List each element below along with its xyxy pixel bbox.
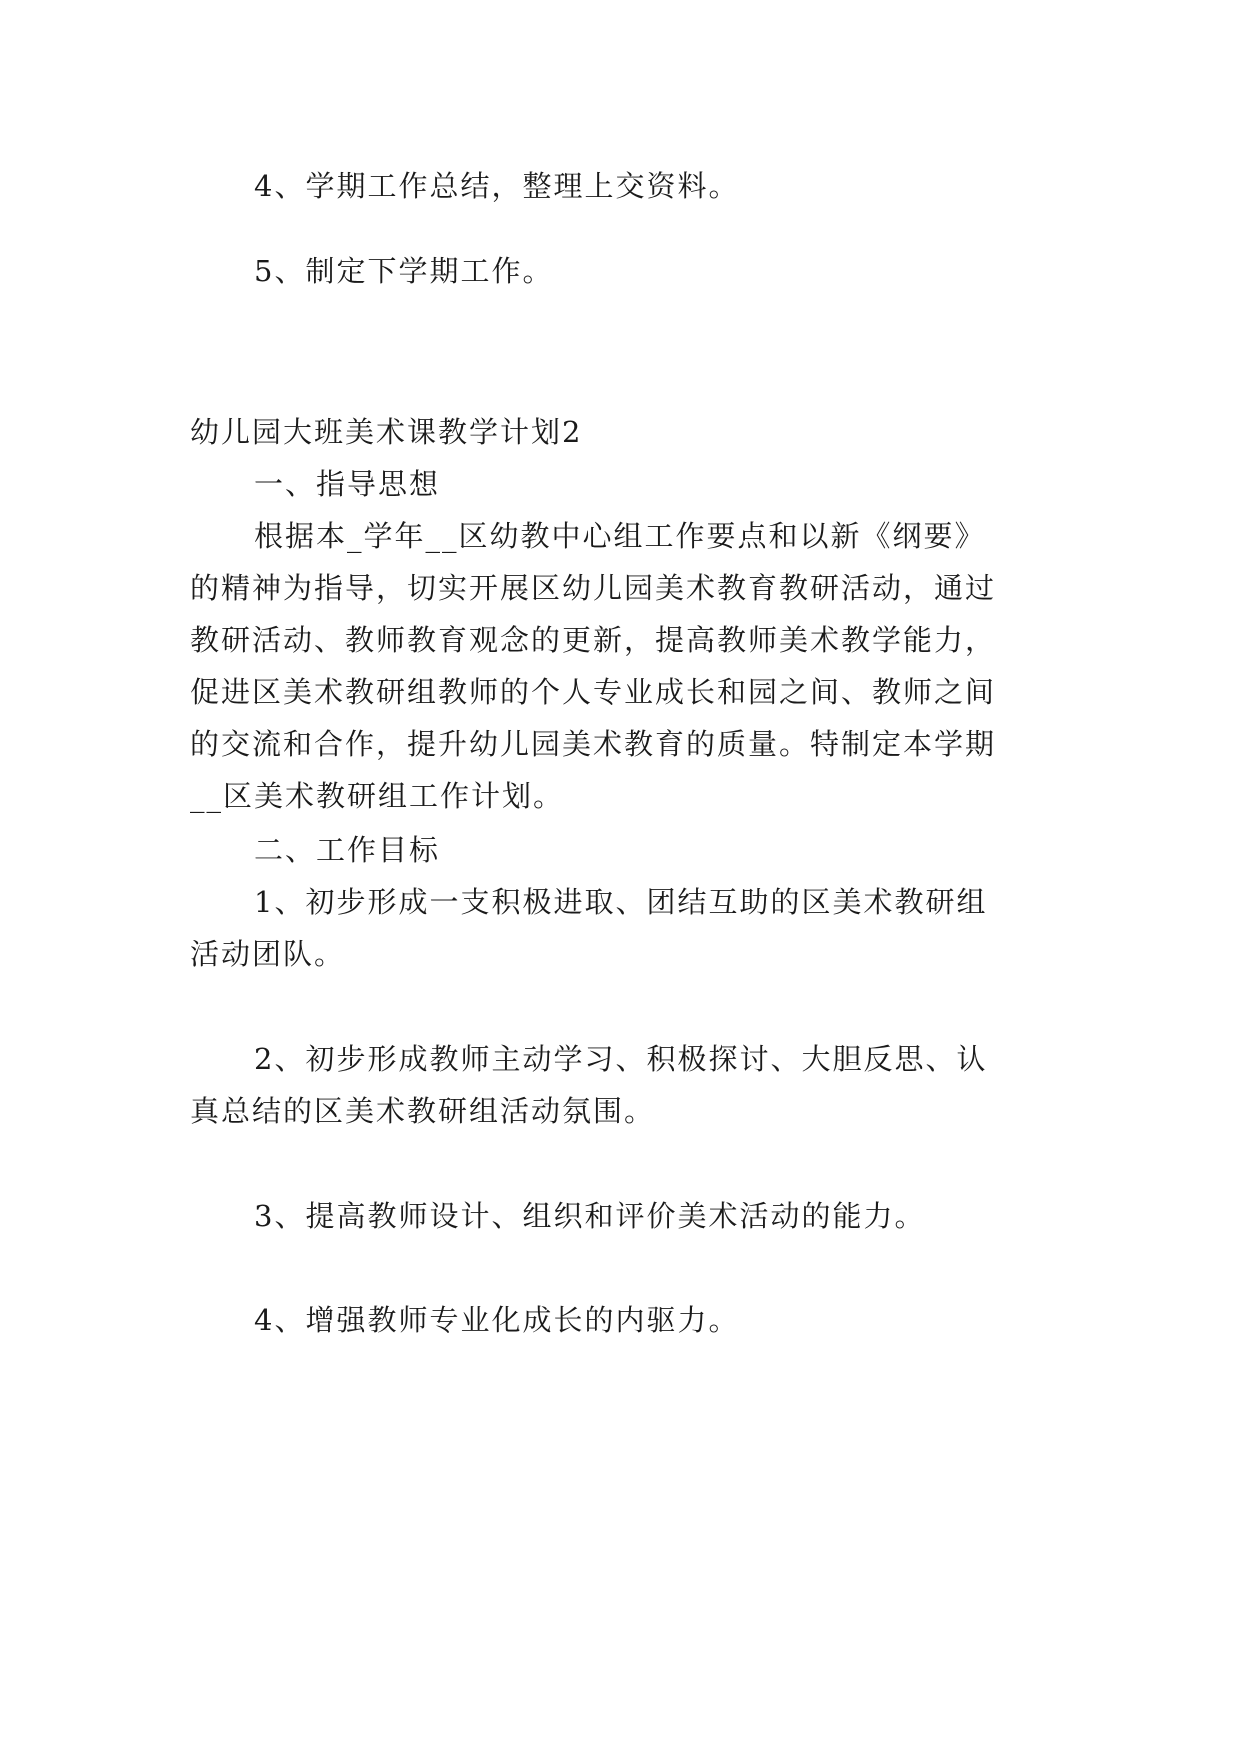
section-title: 幼儿园大班美术课教学计划2 xyxy=(190,415,583,449)
goals-heading: 二、工作目标 xyxy=(254,833,441,867)
paragraph-line: 的交流和合作，提升幼儿园美术教育的质量。特制定本学期 xyxy=(190,727,997,761)
goal-item: 2、初步形成教师主动学习、积极探讨、大胆反思、认 xyxy=(254,1042,988,1076)
goal-item: 1、初步形成一支积极进取、团结互助的区美术教研组 xyxy=(254,885,988,919)
list-item: 5、制定下学期工作。 xyxy=(254,254,554,288)
paragraph-line: 教研活动、教师教育观念的更新，提高教师美术教学能力， xyxy=(190,623,997,657)
goal-item-continued: 真总结的区美术教研组活动氛围。 xyxy=(190,1094,656,1128)
guiding-heading: 一、指导思想 xyxy=(254,467,441,501)
list-item: 4、学期工作总结，整理上交资料。 xyxy=(254,169,740,203)
paragraph-line: 促进区美术教研组教师的个人专业成长和园之间、教师之间 xyxy=(190,675,997,709)
paragraph-line: 根据本_学年__区幼教中心组工作要点和以新《纲要》 xyxy=(254,519,986,553)
paragraph-line: 的精神为指导，切实开展区幼儿园美术教育教研活动，通过 xyxy=(190,571,997,605)
goal-item-continued: 活动团队。 xyxy=(190,937,346,971)
goal-item: 3、提高教师设计、组织和评价美术活动的能力。 xyxy=(254,1199,926,1233)
paragraph-line: __区美术教研组工作计划。 xyxy=(190,779,565,813)
goal-item: 4、增强教师专业化成长的内驱力。 xyxy=(254,1303,740,1337)
